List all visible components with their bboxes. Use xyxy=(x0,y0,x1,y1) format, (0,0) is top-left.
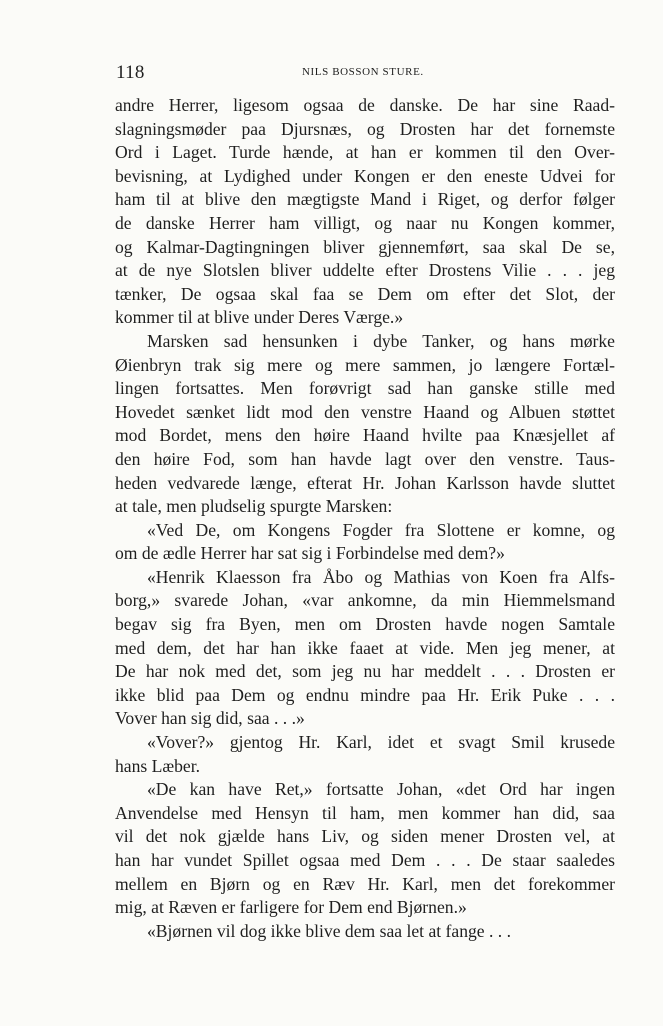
text-line: De har nok med det, som jeg nu har meddelt . . . Drosten er xyxy=(115,661,615,682)
text-line: «Henrik Klaesson fra Åbo og Mathias von Koen fra Alfs- xyxy=(147,566,615,587)
text-line: «Bjørnen vil dog ikke blive dem saa let at fange . . . xyxy=(147,920,511,941)
text-line: ikke blid paa Dem og endnu mindre paa Hr. Erik Puke . . . xyxy=(115,684,615,705)
running-head: NILS BOSSON STURE. xyxy=(302,66,424,78)
text-line: om de ædle Herrer har sat sig i Forbindelse med dem?» xyxy=(115,543,505,564)
text-line: slagningsmøder paa Djursnæs, og Drosten har det fornemste xyxy=(115,118,615,139)
page-header xyxy=(116,60,616,84)
text-line: mellem en Bjørn og en Ræv Hr. Karl, men det forekommer xyxy=(115,873,615,894)
text-line: lingen fortsattes. Men forøvrigt sad han ganske stille med xyxy=(115,378,615,399)
text-line: Anvendelse med Hensyn til ham, men kommer han did, saa xyxy=(115,802,615,823)
text-line: mig, at Ræven er farligere for Dem end Bjørnen.» xyxy=(115,897,467,918)
text-line: at tale, men pludselig spurgte Marsken: xyxy=(115,496,393,517)
text-line: han har vundet Spillet ogsaa med Dem . . . De staar saaledes xyxy=(115,850,615,870)
text-line: andre Herrer, ligesom ogsaa de danske. De har sine Raad- xyxy=(115,95,615,115)
text-line: ham til at blive den mægtigste Mand i Riget, og derfor følger xyxy=(115,189,615,210)
text-line: mod Bordet, mens den høire Haand hvilte paa Knæsjellet af xyxy=(115,425,615,446)
text-line: «De kan have Ret,» fortsatte Johan, «det Ord har ingen xyxy=(147,779,615,800)
text-line: vil det nok gjælde hans Liv, og siden mener Drosten vel, at xyxy=(115,826,615,847)
text-line: og Kalmar-Dagtingningen bliver gjennemført, saa skal De se, xyxy=(115,236,615,257)
body-text xyxy=(115,94,615,943)
text-line: bevisning, at Lydighed under Kongen er den eneste Udvei for xyxy=(115,165,615,186)
text-line: at de nye Slotslen bliver uddelte efter Drostens Vilie . . . jeg xyxy=(115,260,615,281)
text-line: «Vover?» gjentog Hr. Karl, idet et svagt Smil krusede xyxy=(147,732,615,753)
text-line: med dem, det har han ikke faaet at vide. Men jeg mener, at xyxy=(115,637,615,658)
text-line: tænker, De ogsaa skal faa se Dem om efter det Slot, der xyxy=(115,283,615,304)
text-line: borg,» svarede Johan, «var ankomne, da min Hiemmelsmand xyxy=(115,590,615,611)
page-number: 118 xyxy=(116,62,145,83)
text-line: hans Læber. xyxy=(115,755,201,776)
text-line: den høire Fod, som han havde lagt over den venstre. Taus- xyxy=(115,448,615,469)
text-line: Marsken sad hensunken i dybe Tanker, og hans mørke xyxy=(147,330,615,351)
text-line: Ord i Laget. Turde hænde, at han er kommen til den Over- xyxy=(115,142,615,163)
text-line: Vover han sig did, saa . . .» xyxy=(115,708,305,729)
text-line: de danske Herrer ham villigt, og naar nu Kongen kommer, xyxy=(115,212,615,233)
text-line: heden vedvarede længe, efterat Hr. Johan Karlsson havde sluttet xyxy=(115,472,615,493)
text-line: «Ved De, om Kongens Fogder fra Slottene er komne, og xyxy=(147,519,615,540)
text-line: begav sig fra Byen, men om Drosten havde nogen Samtale xyxy=(115,614,615,635)
text-line: Øienbryn trak sig mere og mere sammen, jo længere Fortæl- xyxy=(115,354,615,375)
text-line: kommer til at blive under Deres Værge.» xyxy=(115,307,404,328)
text-line: Hovedet sænket lidt mod den venstre Haand og Albuen støttet xyxy=(115,401,615,422)
